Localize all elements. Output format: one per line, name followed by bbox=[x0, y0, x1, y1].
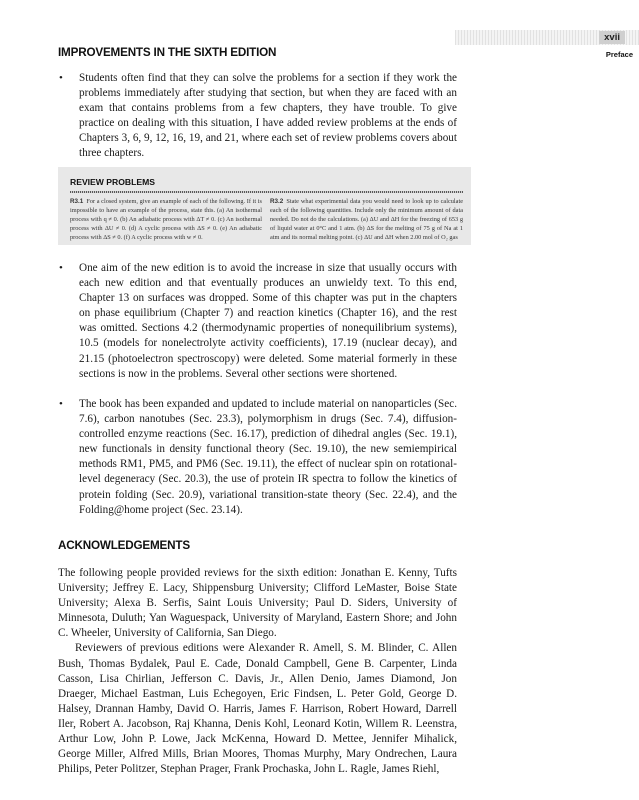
problem-text: State what experimental data you would need to look up to calculate each of the following quantities. Include only the minimum amount of data needed. Do not do the calculations. (a) ΔU and ΔH for the freezing of 653 g of liquid water at 0°C and 1 atm. (b) ΔS for the melting of 75 g of Na at 1 atm and its normal melting point. (c) ΔU and ΔH when 2.00 mol of O₂ gas bbox=[270, 198, 463, 241]
acknowledgements-paragraph-1: The following people provided reviews for the sixth edition: Jonathan E. Kenny, Tufts University; Jeffrey E. Lacy, Shippensburg University; Clifford LeMaster, Boise State University; Alexa B. Serfis, Saint Louis University; Paul D. Siders, University of Minnesota, Duluth; Yan Waguespack, University of Maryland, Eastern Shore; and John C. Wheeler, University of California, San Diego. bbox=[58, 567, 457, 640]
bullet-new-material: • The book has been expanded and updated to include material on nanoparticles (Sec. 7.6), carbon nanotubes (Sec. 23.3), polymorphism in drugs (Sec. 7.4), diffusion-controlled enzyme reactions (Sec. 16.17), prediction of dihedral angles (Sec. 19.1), new functionals in density functional theory (Sec. 19.10), the new semiempirical methods RM1, PM5, and PM6 (Sec. 19.11), the effect of nuclear spin on rotational-level degeneracy (Sec. 20.3), the use of protein IR spectra to follow the kinetics of protein folding (Sec. 20.9), variational transition-state theory (Sec. 22.4), and the Folding@home project (Sec. 23.14). bbox=[79, 397, 457, 518]
review-rule-divider bbox=[70, 191, 463, 193]
review-problem-r3-1 bbox=[70, 197, 262, 242]
page-number: xvii bbox=[599, 31, 625, 44]
section-label: Preface bbox=[605, 50, 633, 59]
review-problems-box bbox=[58, 167, 471, 245]
acknowledgements-paragraph-2: Reviewers of previous editions were Alexander R. Amell, S. M. Blinder, C. Allen Bush, Thomas Bydalek, Paul E. Cade, Donald Campbell, Gene B. Carpenter, Linda Casson, Lisa Chirlian, Jefferson C. Davis, Jr., Allen Denio, James Diamond, Jon Draeger, Michael Eastman, Luis Echegoyen, Eric Findsen, L. Peter Gold, George D. Halsey, Drannan Hamby, David O. Harris, James F. Harrison, Robert Howard, Darrell Iler, Robert A. Jacobson, Raj Khanna, Denis Kohl, Leonard Kotin, Willem R. Leenstra, Arthur Low, John P. Lowe, Jack McKenna, Howard D. Mettee, Jennifer Mihalick, George Miller, Alfred Mills, Brian Moores, Thomas Murphy, Mary Ondrechen, Laura Philips, Peter Politzer, Stephan Prager, Frank Prochaska, John L. Ragle, James Riehl, bbox=[58, 642, 457, 776]
bullet-size-reduction: • One aim of the new edition is to avoid the increase in size that usually occurs with each new edition and that eventually produces an unwieldy text. To this end, Chapter 13 on surfaces was dropped. Some of this chapter was put in the chapters on phase equilibrium (Chapter 7) and reaction kinetics (Chapter 16), and the rest was omitted. Sections 4.2 (thermodynamic properties of nonequilibrium systems), 10.5 (models for nonelectrolyte activity coefficients), 17.19 (nuclear decay), and 21.15 (photoelectron spectroscopy) were deleted. Some material formerly in these sections is now in the problems. Several other sections were shortened. bbox=[79, 261, 457, 382]
review-problems-heading: REVIEW PROBLEMS bbox=[70, 177, 155, 187]
improvements-heading: IMPROVEMENTS IN THE SIXTH EDITION bbox=[58, 45, 277, 59]
problem-label: R3.2 bbox=[270, 198, 284, 205]
bullet-review-problems: • Students often find that they can solve the problems for a section if they work the problems immediately after studying that section, but when they are faced with an exam that contains problems from a few chapters, they have trouble. To give practice on dealing with this situation, I have added review problems at the ends of Chapters 3, 6, 9, 12, 16, 19, and 21, where each set of review problems covers about three chapters. bbox=[79, 71, 457, 162]
acknowledgements-heading: ACKNOWLEDGEMENTS bbox=[58, 538, 190, 552]
problem-label: R3.1 bbox=[70, 198, 84, 205]
problem-text: For a closed system, give an example of each of the following. If it is impossible to have an example of the process, state this. (a) An isothermal process with q ≠ 0. (b) An adiabatic process with ΔT ≠ 0. (c) An isothermal process with ΔU ≠ 0. (d) A cyclic process with ΔS ≠ 0. (e) An adiabatic process with ΔS ≠ 0. (f) A cyclic process with w ≠ 0. bbox=[70, 198, 262, 241]
acknowledgements-body bbox=[58, 566, 457, 777]
review-problem-r3-2 bbox=[270, 197, 463, 242]
